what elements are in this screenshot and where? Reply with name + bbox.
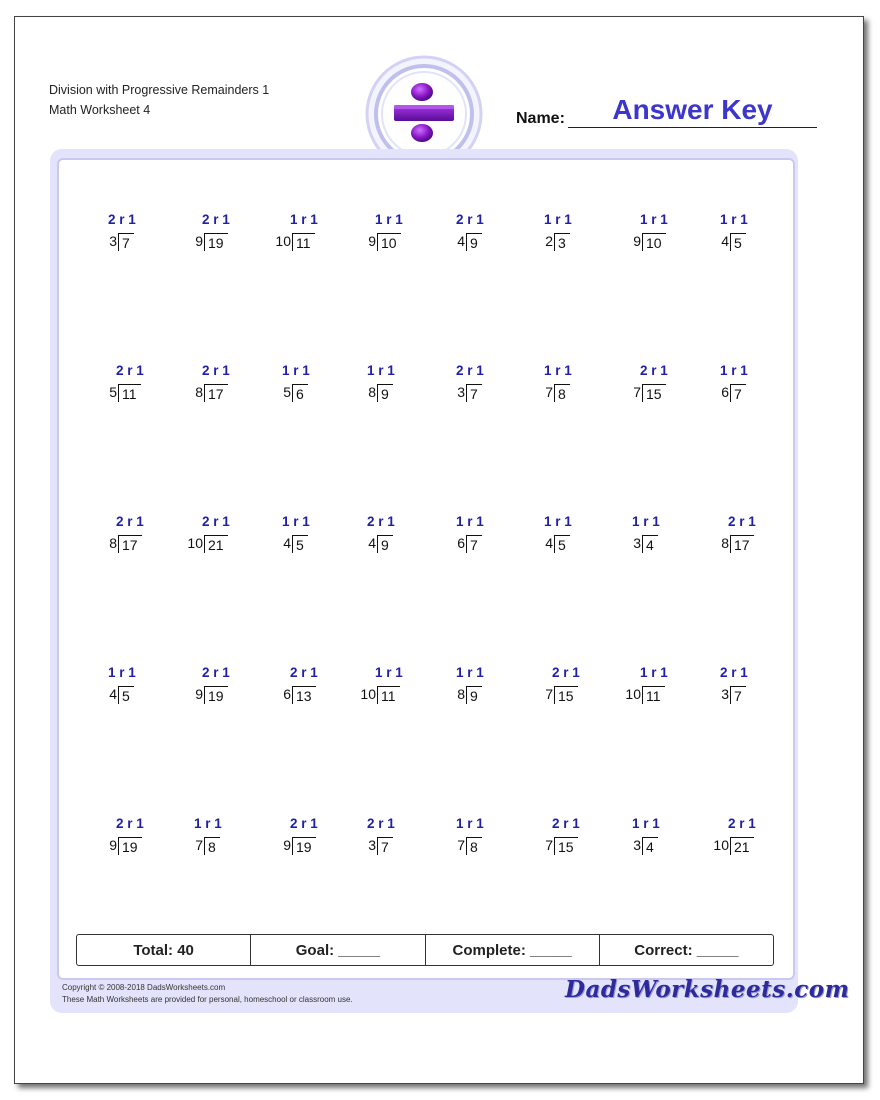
divisor: 7 — [633, 384, 641, 400]
division-problem — [174, 665, 264, 705]
dividend: 19 — [292, 837, 316, 855]
divisor: 6 — [721, 384, 729, 400]
quotient-answer: 1 r 1 — [456, 514, 484, 529]
divisor: 9 — [195, 233, 203, 249]
quotient-answer: 2 r 1 — [552, 816, 580, 831]
dividend: 5 — [730, 233, 746, 251]
answer-key-label: Answer Key — [612, 94, 773, 125]
division-problem — [612, 212, 702, 252]
division-problem — [700, 212, 790, 252]
division-problem — [347, 816, 437, 856]
division-problem — [612, 816, 702, 856]
division-problem — [700, 363, 790, 403]
quotient-answer: 1 r 1 — [720, 363, 748, 378]
quotient-answer: 1 r 1 — [640, 665, 668, 680]
quotient-answer: 2 r 1 — [640, 363, 668, 378]
dividend: 8 — [554, 384, 570, 402]
division-problem — [262, 212, 352, 252]
quotient-answer: 1 r 1 — [375, 665, 403, 680]
footer-copyright — [62, 982, 353, 1006]
score-total: Total: 40 — [77, 935, 251, 965]
divisor: 5 — [283, 384, 291, 400]
quotient-answer: 2 r 1 — [202, 363, 230, 378]
quotient-answer: 1 r 1 — [282, 514, 310, 529]
dividend: 8 — [466, 837, 482, 855]
dividend: 6 — [292, 384, 308, 402]
score-correct: Correct: _____ — [634, 941, 739, 959]
dividend: 19 — [204, 686, 228, 704]
dividend: 19 — [204, 233, 228, 251]
division-problem — [524, 816, 614, 856]
quotient-answer: 2 r 1 — [116, 363, 144, 378]
dividend: 4 — [642, 535, 658, 553]
divisor: 10 — [625, 686, 641, 702]
quotient-answer: 1 r 1 — [194, 816, 222, 831]
divisor: 10 — [713, 837, 729, 853]
quotient-answer: 2 r 1 — [456, 363, 484, 378]
division-problem — [612, 363, 702, 403]
divisor: 8 — [195, 384, 203, 400]
dividend: 3 — [554, 233, 570, 251]
dividend: 7 — [118, 233, 134, 251]
title-line-2: Math Worksheet 4 — [49, 103, 151, 117]
quotient-answer: 2 r 1 — [552, 665, 580, 680]
dividend: 19 — [118, 837, 142, 855]
dividend: 5 — [554, 535, 570, 553]
divisor: 7 — [545, 837, 553, 853]
division-problem — [700, 665, 790, 705]
divisor: 6 — [283, 686, 291, 702]
name-label: Name: — [516, 110, 565, 127]
quotient-answer: 2 r 1 — [290, 816, 318, 831]
dividend: 4 — [642, 837, 658, 855]
score-goal: Goal: _____ — [251, 935, 425, 965]
division-problem — [436, 816, 526, 856]
divisor: 10 — [187, 535, 203, 551]
dividend: 15 — [642, 384, 666, 402]
quotient-answer: 2 r 1 — [108, 212, 136, 227]
divisor: 9 — [109, 837, 117, 853]
quotient-answer: 1 r 1 — [108, 665, 136, 680]
division-problem — [88, 212, 178, 252]
division-problem — [436, 212, 526, 252]
quotient-answer: 2 r 1 — [202, 514, 230, 529]
quotient-answer: 2 r 1 — [456, 212, 484, 227]
quotient-answer: 2 r 1 — [728, 514, 756, 529]
quotient-answer: 1 r 1 — [544, 212, 572, 227]
division-problem — [347, 514, 437, 554]
copyright-text: Copyright © 2008-2018 DadsWorksheets.com — [62, 983, 226, 992]
divisor: 9 — [195, 686, 203, 702]
dividend: 21 — [730, 837, 754, 855]
quotient-answer: 1 r 1 — [456, 665, 484, 680]
quotient-answer: 1 r 1 — [544, 514, 572, 529]
division-problem — [88, 816, 178, 856]
quotient-answer: 1 r 1 — [544, 363, 572, 378]
dividend: 17 — [118, 535, 142, 553]
dividend: 11 — [118, 384, 141, 402]
dividend: 10 — [642, 233, 666, 251]
division-problem — [524, 514, 614, 554]
division-problem — [262, 363, 352, 403]
division-problem — [700, 514, 790, 554]
division-problem — [262, 514, 352, 554]
division-problem — [436, 665, 526, 705]
divisor: 4 — [457, 233, 465, 249]
divisor: 8 — [457, 686, 465, 702]
divisor: 7 — [545, 384, 553, 400]
division-problem — [174, 363, 264, 403]
divisor: 5 — [109, 384, 117, 400]
quotient-answer: 1 r 1 — [632, 816, 660, 831]
division-problem — [262, 665, 352, 705]
divisor: 10 — [275, 233, 291, 249]
quotient-answer: 1 r 1 — [632, 514, 660, 529]
divisor: 6 — [457, 535, 465, 551]
dividend: 17 — [204, 384, 228, 402]
dividend: 11 — [377, 686, 400, 704]
divisor: 9 — [283, 837, 291, 853]
quotient-answer: 1 r 1 — [282, 363, 310, 378]
dividend: 11 — [642, 686, 665, 704]
divisor: 3 — [633, 535, 641, 551]
division-problem — [612, 514, 702, 554]
quotient-answer: 1 r 1 — [290, 212, 318, 227]
division-problem — [174, 514, 264, 554]
division-problem — [524, 665, 614, 705]
dividend: 7 — [730, 384, 746, 402]
divisor: 3 — [109, 233, 117, 249]
division-problem — [700, 816, 790, 856]
division-problem — [436, 514, 526, 554]
divisor: 4 — [109, 686, 117, 702]
division-problem — [436, 363, 526, 403]
quotient-answer: 2 r 1 — [202, 665, 230, 680]
divisor: 3 — [633, 837, 641, 853]
quotient-answer: 2 r 1 — [367, 816, 395, 831]
dividend: 17 — [730, 535, 754, 553]
quotient-answer: 1 r 1 — [375, 212, 403, 227]
divisor: 7 — [545, 686, 553, 702]
divisor: 3 — [721, 686, 729, 702]
division-problem — [347, 665, 437, 705]
score-table — [76, 934, 774, 966]
dividend: 10 — [377, 233, 401, 251]
divisor: 4 — [368, 535, 376, 551]
quotient-answer: 2 r 1 — [720, 665, 748, 680]
dividend: 9 — [377, 535, 393, 553]
quotient-answer: 2 r 1 — [367, 514, 395, 529]
dividend: 15 — [554, 837, 578, 855]
usage-notice: These Math Worksheets are provided for personal, homeschool or classroom use. — [62, 995, 353, 1004]
divisor: 7 — [457, 837, 465, 853]
division-problem — [174, 212, 264, 252]
dividend: 9 — [466, 233, 482, 251]
dividend: 5 — [118, 686, 134, 704]
division-problem — [347, 363, 437, 403]
divisor: 8 — [721, 535, 729, 551]
dividend: 7 — [466, 535, 482, 553]
division-problem — [88, 363, 178, 403]
quotient-answer: 2 r 1 — [290, 665, 318, 680]
quotient-answer: 2 r 1 — [728, 816, 756, 831]
divisor: 8 — [368, 384, 376, 400]
division-problem — [174, 816, 264, 856]
divisor: 4 — [283, 535, 291, 551]
dividend: 7 — [730, 686, 746, 704]
divisor: 4 — [721, 233, 729, 249]
dividend: 21 — [204, 535, 228, 553]
divisor: 3 — [368, 837, 376, 853]
division-problem — [88, 665, 178, 705]
division-problem — [612, 665, 702, 705]
quotient-answer: 1 r 1 — [456, 816, 484, 831]
divisor: 3 — [457, 384, 465, 400]
quotient-answer: 2 r 1 — [202, 212, 230, 227]
quotient-answer: 1 r 1 — [640, 212, 668, 227]
quotient-answer: 1 r 1 — [367, 363, 395, 378]
quotient-answer: 2 r 1 — [116, 816, 144, 831]
dividend: 9 — [377, 384, 393, 402]
division-problem — [262, 816, 352, 856]
dividend: 15 — [554, 686, 578, 704]
dividend: 7 — [377, 837, 393, 855]
dividend: 13 — [292, 686, 316, 704]
quotient-answer: 2 r 1 — [116, 514, 144, 529]
dividend: 5 — [292, 535, 308, 553]
divisor: 4 — [545, 535, 553, 551]
division-problem — [88, 514, 178, 554]
divisor: 10 — [360, 686, 376, 702]
dividend: 9 — [466, 686, 482, 704]
quotient-answer: 1 r 1 — [720, 212, 748, 227]
divisor: 7 — [195, 837, 203, 853]
divisor: 9 — [368, 233, 376, 249]
title-line-1: Division with Progressive Remainders 1 — [49, 83, 270, 97]
dividend: 7 — [466, 384, 482, 402]
divisor: 8 — [109, 535, 117, 551]
divisor: 2 — [545, 233, 553, 249]
division-problem — [347, 212, 437, 252]
division-problem — [524, 363, 614, 403]
divisor: 9 — [633, 233, 641, 249]
dividend: 8 — [204, 837, 220, 855]
division-problem — [524, 212, 614, 252]
score-complete: Complete: _____ — [426, 935, 600, 965]
brand-logo: DadsWorksheets.com — [565, 976, 850, 1003]
dividend: 11 — [292, 233, 315, 251]
